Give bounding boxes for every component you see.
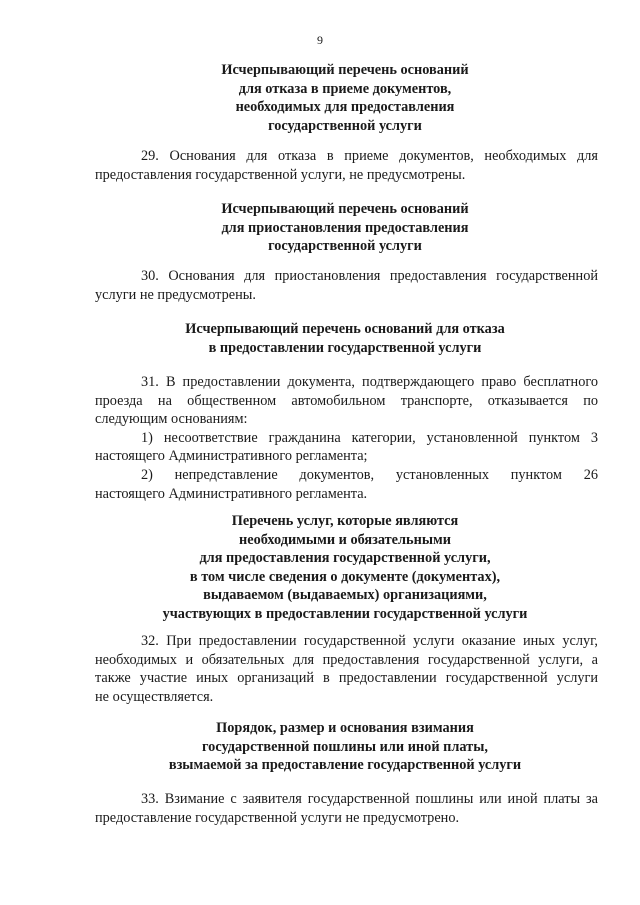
- heading-line: государственной пошлины или иной платы,: [202, 738, 488, 755]
- paragraph-32: [95, 632, 598, 706]
- heading-line: для отказа в приеме документов,: [238, 80, 452, 97]
- heading-line: участвующих в предоставлении государственной услуги: [162, 605, 528, 622]
- paragraph-line: 30. Основания для приостановления предоставления государственной: [141, 268, 598, 284]
- paragraph-line: настоящего Административного регламента.: [95, 485, 368, 502]
- heading-line: в том числе сведения о документе (документах),: [189, 568, 501, 585]
- paragraph-line: проезда на общественном автомобильном транспорте, отказывается по: [95, 392, 598, 409]
- paragraph-line: 2) непредставление документов, установленных пунктом 26: [141, 466, 598, 483]
- paragraph-line: 33. Взимание с заявителя государственной пошлины или иной платы за: [141, 791, 598, 807]
- heading-line: Исчерпывающий перечень оснований для отказа: [185, 321, 505, 337]
- paragraph-29: [95, 147, 598, 184]
- section-heading: [95, 512, 595, 624]
- section-heading: [95, 200, 595, 256]
- paragraph-line: следующим основаниям:: [95, 411, 248, 428]
- paragraph-line: 32. При предоставлении государственной услуги оказание иных услуг,: [141, 633, 598, 649]
- heading-line: Перечень услуг, которые являются: [231, 513, 459, 529]
- section-heading: [95, 719, 595, 775]
- paragraph-31: [95, 373, 598, 503]
- paragraph-line: предоставление государственной услуги не предусмотрено.: [95, 809, 460, 826]
- section-heading: [95, 320, 595, 357]
- paragraph-line: предоставления государственной услуги, не предусмотрены.: [95, 166, 466, 183]
- heading-line: Порядок, размер и основания взимания: [216, 720, 474, 736]
- paragraph-line: 29. Основания для отказа в приеме документов, необходимых для: [141, 148, 598, 164]
- section-heading: [95, 61, 595, 135]
- heading-line: выдаваемом (выдаваемых) организациями,: [203, 587, 487, 604]
- paragraph-30: [95, 267, 598, 304]
- paragraph-line: 31. В предоставлении документа, подтверждающего право бесплатного: [141, 374, 598, 390]
- paragraph-line: не осуществляется.: [95, 688, 214, 705]
- paragraph-33: [95, 790, 598, 827]
- heading-line: для приостановления предоставления: [221, 219, 469, 236]
- heading-line: Исчерпывающий перечень оснований: [221, 201, 469, 217]
- heading-line: взымаемой за предоставление государственной услуги: [168, 757, 522, 774]
- paragraph-line: также участие иных организаций в предоставлении государственной услуги: [95, 670, 598, 687]
- paragraph-line: настоящего Административного регламента;: [95, 448, 368, 465]
- heading-line: государственной услуги: [268, 238, 422, 255]
- heading-line: Исчерпывающий перечень оснований: [221, 62, 469, 78]
- paragraph-line: 1) несоответствие гражданина категории, установленной пунктом 3: [141, 429, 598, 446]
- heading-line: в предоставлении государственной услуги: [208, 339, 482, 356]
- heading-line: для предоставления государственной услуги,: [199, 550, 491, 567]
- heading-line: необходимых для предоставления: [235, 99, 455, 116]
- heading-line: государственной услуги: [268, 117, 422, 134]
- page-number: 9: [317, 33, 323, 47]
- paragraph-line: необходимых и обязательных для предоставления государственной услуги, а: [95, 651, 598, 668]
- heading-line: необходимыми и обязательными: [239, 531, 451, 548]
- paragraph-line: услуги не предусмотрены.: [95, 286, 256, 303]
